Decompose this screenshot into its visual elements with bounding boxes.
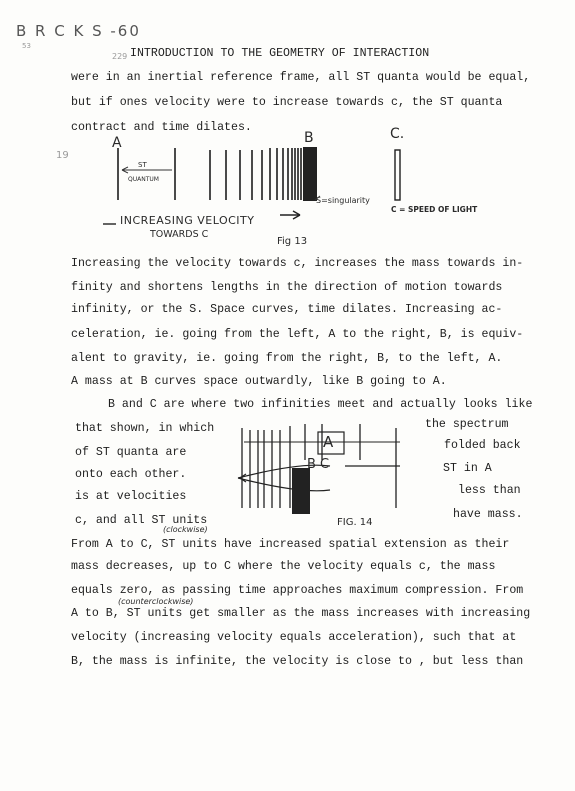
text-line: ST in A	[443, 462, 492, 475]
text-line: folded back	[444, 439, 521, 452]
text-line: finity and shortens lengths in the direction of motion towards	[71, 281, 503, 294]
singularity-note: S=singularity	[316, 196, 370, 205]
fig14-label-a: A	[323, 433, 334, 451]
text-line: of ST quanta are	[75, 446, 187, 459]
text-line: B, the mass is infinite, the velocity is close to , but less than	[71, 655, 524, 668]
counterclockwise-note: (counterclockwise)	[118, 597, 194, 606]
fig13-label-c: C.	[390, 126, 405, 142]
st-quantum-label: ST	[138, 161, 147, 169]
stamp-subtext: 53	[22, 42, 31, 50]
text-line: velocity (increasing velocity equals acceleration), such that at	[71, 631, 517, 644]
page-title: INTRODUCTION TO THE GEOMETRY OF INTERACTION	[130, 47, 430, 60]
fig13-label-b: B	[304, 130, 314, 146]
text-line: alent to gravity, ie. going from the right, B, to the left, A.	[71, 352, 503, 365]
stamp-subtext-number: 229	[112, 52, 128, 61]
text-line: onto each other.	[75, 468, 187, 481]
velocity-label: INCREASING VELOCITY	[120, 214, 255, 227]
text-line: contract and time dilates.	[71, 121, 252, 134]
text-line: but if ones velocity were to increase towards c, the ST quanta	[71, 96, 503, 109]
text-line: equals zero, as passing time approaches maximum compression. From	[71, 584, 524, 597]
fig14-label-bc: B C	[307, 457, 330, 472]
speed-of-light-note: C = SPEED OF LIGHT	[391, 205, 478, 214]
velocity-label: TOWARDS C	[150, 229, 209, 240]
text-line: less than	[458, 484, 521, 497]
text-line: A mass at B curves space outwardly, like B going to A.	[71, 375, 447, 388]
st-quantum-label: QUANTUM	[128, 176, 159, 183]
archive-stamp: B R C K S -60	[16, 22, 141, 40]
text-line: B and C are where two infinities meet and actually looks like	[108, 398, 533, 411]
text-line: From A to C, ST units have increased spatial extension as their	[71, 538, 510, 551]
text-line: c, and all ST units	[75, 514, 208, 527]
text-line: have mass.	[453, 508, 523, 521]
text-line: A to B, ST units get smaller as the mass increases with increasing	[71, 607, 531, 620]
fig13-label-a: A	[112, 135, 122, 151]
text-line: celeration, ie. going from the left, A to the right, B, is equiv-	[71, 328, 524, 341]
text-line: that shown, in which	[75, 422, 215, 435]
text-line: were in an inertial reference frame, all ST quanta would be equal,	[71, 71, 531, 84]
text-line: Increasing the velocity towards c, increases the mass towards in-	[71, 257, 524, 270]
fig13-caption: Fig 13	[277, 236, 308, 247]
text-line: is at velocities	[75, 490, 187, 503]
margin-note: 19	[56, 150, 69, 161]
clockwise-note: (clockwise)	[163, 525, 208, 534]
text-line: infinity, or the S. Space curves, time dilates. Increasing ac-	[71, 303, 503, 316]
text-line: mass decreases, up to C where the velocity equals c, the mass	[71, 560, 496, 573]
fig14-caption: FIG. 14	[337, 517, 373, 528]
text-line: the spectrum	[425, 418, 509, 431]
